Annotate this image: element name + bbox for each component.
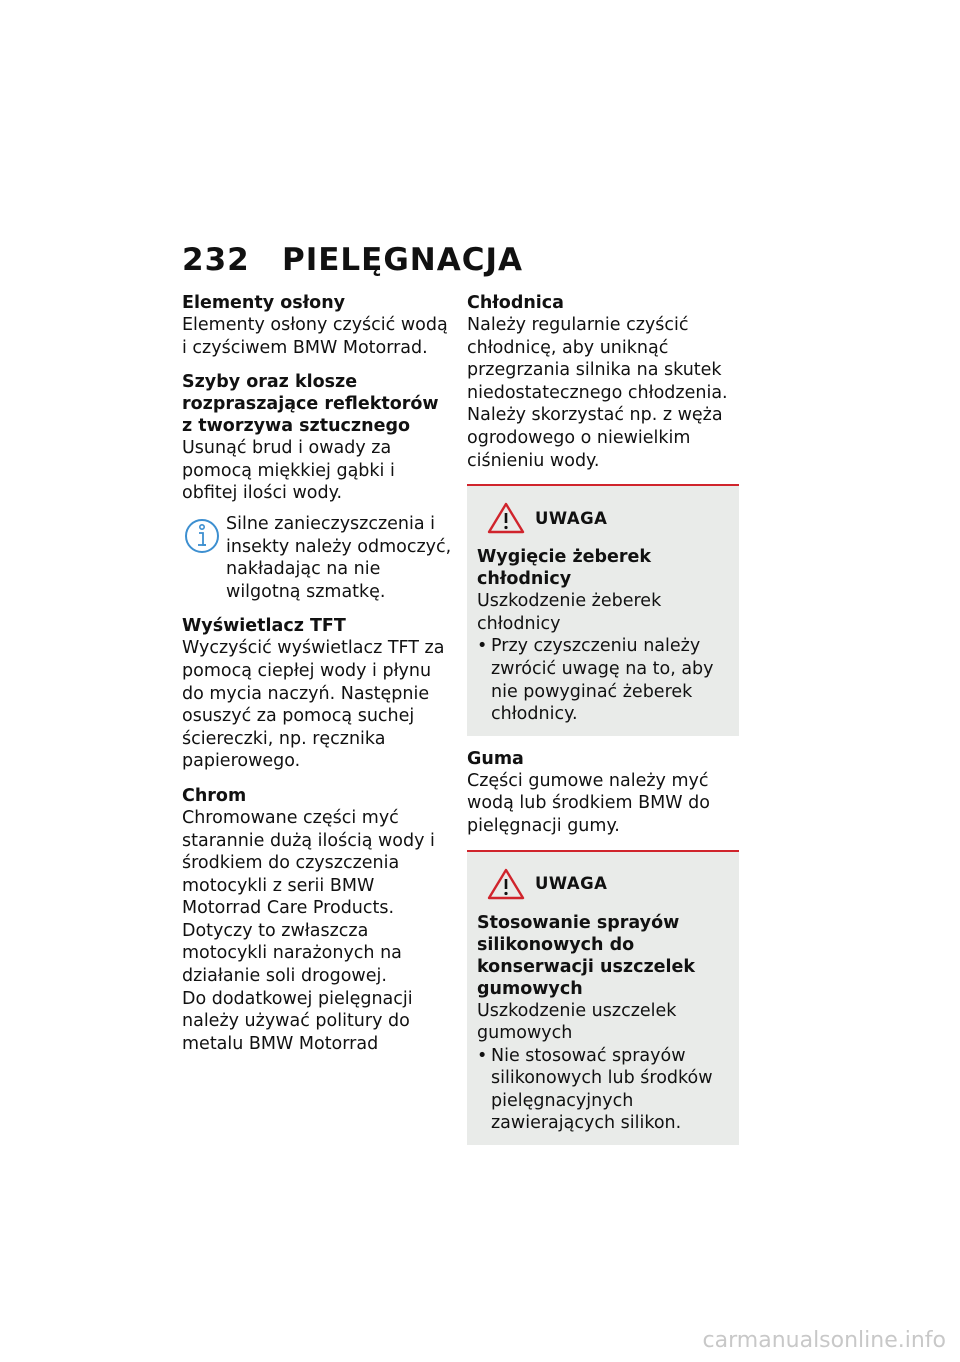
page-number: 232 (182, 242, 250, 278)
left-column (182, 292, 452, 1055)
section-body-chlodnica-2: Należy skorzystać np. z węża ogrodowego o niewielkim ciśnieniu wody. (467, 405, 723, 471)
info-icon (184, 516, 220, 556)
section-body-guma: Części gumowe należy myć wodą lub środkiem BMW do pielęgnacji gumy. (467, 770, 710, 836)
page-title: PIELĘGNACJA (282, 242, 524, 278)
info-note (182, 513, 452, 603)
section-heading-szyby: Szyby oraz klosze rozpraszające reflektorów z tworzywa sztucznego (182, 372, 439, 437)
section-heading-elementy-oslony: Elementy osłony (182, 293, 346, 313)
section-body-chlodnica-1: Należy regularnie czyścić chłodnicę, aby uniknąć przegrzania silnika na skutek niedostatecznego chłodzenia. (467, 315, 728, 403)
warning-triangle-icon (487, 868, 525, 900)
section-heading-chlodnica: Chłodnica (467, 293, 564, 313)
section-heading-chrom: Chrom (182, 785, 247, 806)
section-body-tft: Wyczyścić wyświetlacz TFT za pomocą ciepłej wody i płynu do mycia naczyń. Następnie osuszyć za pomocą suchej ściereczki, np. ręcznika papierowego. (182, 638, 445, 772)
section-body-chrom-1: Chromowane części myć starannie dużą ilością wody i środkiem do czyszczenia motocykli z serii BMW Motorrad Care Products. Dotyczy to zwłaszcza motocykli narażonych na działanie soli drogowej. (182, 807, 435, 987)
warning-label: UWAGA (535, 508, 608, 528)
warning-notice-chlodnica (467, 484, 739, 736)
info-note-text: Silne zanieczyszczenia i insekty należy odmoczyć, nakładając na nie wilgotną szmatkę. (226, 513, 452, 602)
section-body-chrom-2: Do dodatkowej pielęgnacji należy używać politury do metalu BMW Motorrad (182, 988, 413, 1054)
section-body-elementy-oslony: Elementy osłony czyścić wodą i czyściwem BMW Motorrad. (182, 315, 448, 358)
section-heading-tft: Wyświetlacz TFT (182, 616, 346, 637)
warning-body: Uszkodzenie żeberek chłodnicy (477, 591, 662, 634)
watermark: carmanualsonline.info (702, 1328, 946, 1353)
warning-heading: Wygięcie żeberek chłodnicy (477, 547, 652, 590)
warning-bullet-text: Nie stosować sprayów silikonowych lub środków pielęgnacyjnych zawierających silikon. (491, 1045, 713, 1134)
warning-bullet-text: Przy czyszczeniu należy zwrócić uwagę na to, aby nie powyginać żeberek chłodnicy. (491, 636, 714, 725)
warning-bullet: • Przy czyszczeniu należy zwrócić uwagę na to, aby nie powyginać żeberek chłodnicy. (477, 635, 729, 725)
section-heading-guma: Guma (467, 748, 524, 769)
warning-bullet: • Nie stosować sprayów silikonowych lub środków pielęgnacyjnych zawierających silikon. (477, 1045, 729, 1135)
warning-triangle-icon (487, 502, 525, 534)
warning-heading: Stosowanie sprayów silikonowych do konserwacji uszczelek gumowych (477, 912, 695, 999)
warning-body: Uszkodzenie uszczelek gumowych (477, 1000, 677, 1044)
right-column (467, 292, 739, 1145)
page-header (182, 242, 523, 278)
warning-label: UWAGA (535, 874, 608, 893)
section-body-szyby: Usunąć brud i owady za pomocą miękkiej gąbki i obfitej ilości wody. (182, 438, 395, 504)
warning-notice-guma (467, 850, 739, 1146)
